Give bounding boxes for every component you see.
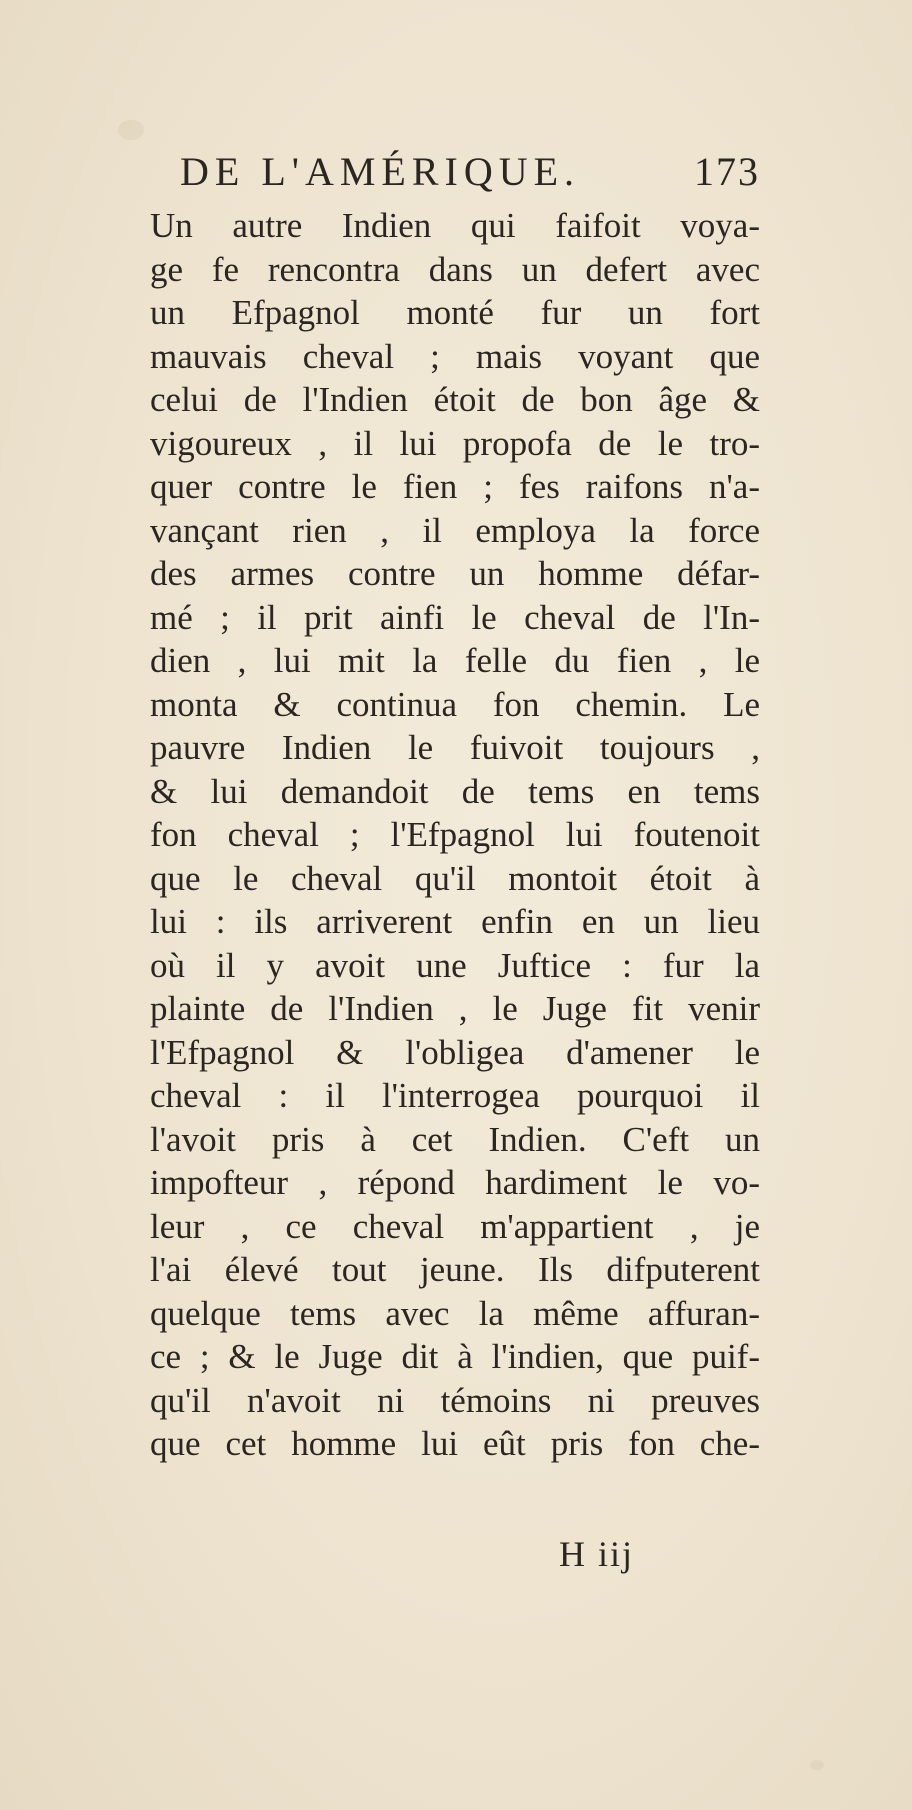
text-line: vançant rien , il employa la force	[150, 510, 760, 550]
text-line: & lui demandoit de tems en tems	[150, 771, 760, 811]
running-head	[180, 146, 760, 198]
text-line: quer contre le fien ; fes raifons n'a-	[150, 467, 760, 506]
text-line: mauvais cheval ; mais voyant que	[150, 336, 760, 376]
text-line: un Efpagnol monté fur un fort	[150, 293, 760, 332]
text-line: cheval : il l'interrogea pourquoi il	[150, 1076, 760, 1115]
text-line: vigoureux , il lui propofa de le tro-	[150, 423, 760, 463]
signature-mark: H iij	[559, 1534, 635, 1574]
paper-stain	[810, 1760, 824, 1770]
text-line: fon cheval ; l'Efpagnol lui foutenoit	[150, 815, 760, 854]
text-line: ce ; & le Juge dit à l'indien, que puif-	[150, 1337, 760, 1376]
text-line: l'avoit pris à cet Indien. C'eft un	[150, 1119, 760, 1159]
text-line: l'Efpagnol & l'obligea d'amener le	[150, 1032, 760, 1072]
text-line: des armes contre un homme défar-	[150, 554, 760, 593]
text-line: lui : ils arriverent enfin en un lieu	[150, 902, 760, 941]
text-line: que le cheval qu'il montoit étoit à	[150, 858, 760, 898]
text-line: pauvre Indien le fuivoit toujours ,	[150, 728, 760, 767]
text-line: celui de l'Indien étoit de bon âge &	[150, 380, 760, 419]
text-line: Un autre Indien qui faifoit voya-	[150, 206, 760, 245]
text-line: dien , lui mit la felle du fien , le	[150, 641, 760, 680]
page-number: 173	[694, 149, 760, 194]
text-line: ge fe rencontra dans un defert avec	[150, 249, 760, 289]
text-line: monta & continua fon chemin. Le	[150, 684, 760, 724]
text-line: quelque tems avec la même affuran-	[150, 1293, 760, 1333]
text-line: impofteur , répond hardiment le vo-	[150, 1163, 760, 1202]
running-head-title: DE L'AMÉRIQUE.	[180, 149, 581, 194]
body-text	[150, 204, 760, 1466]
text-line: que cet homme lui eût pris fon che-	[150, 1424, 760, 1463]
text-line: qu'il n'avoit ni témoins ni preuves	[150, 1380, 760, 1420]
text-line: mé ; il prit ainfi le cheval de l'In-	[150, 597, 760, 637]
text-line: leur , ce cheval m'appartient , je	[150, 1206, 760, 1246]
text-line: l'ai élevé tout jeune. Ils difputerent	[150, 1250, 760, 1289]
text-line: où il y avoit une Juftice : fur la	[150, 945, 760, 985]
text-line: plainte de l'Indien , le Juge fit venir	[150, 989, 760, 1028]
paper-stain	[118, 120, 144, 140]
